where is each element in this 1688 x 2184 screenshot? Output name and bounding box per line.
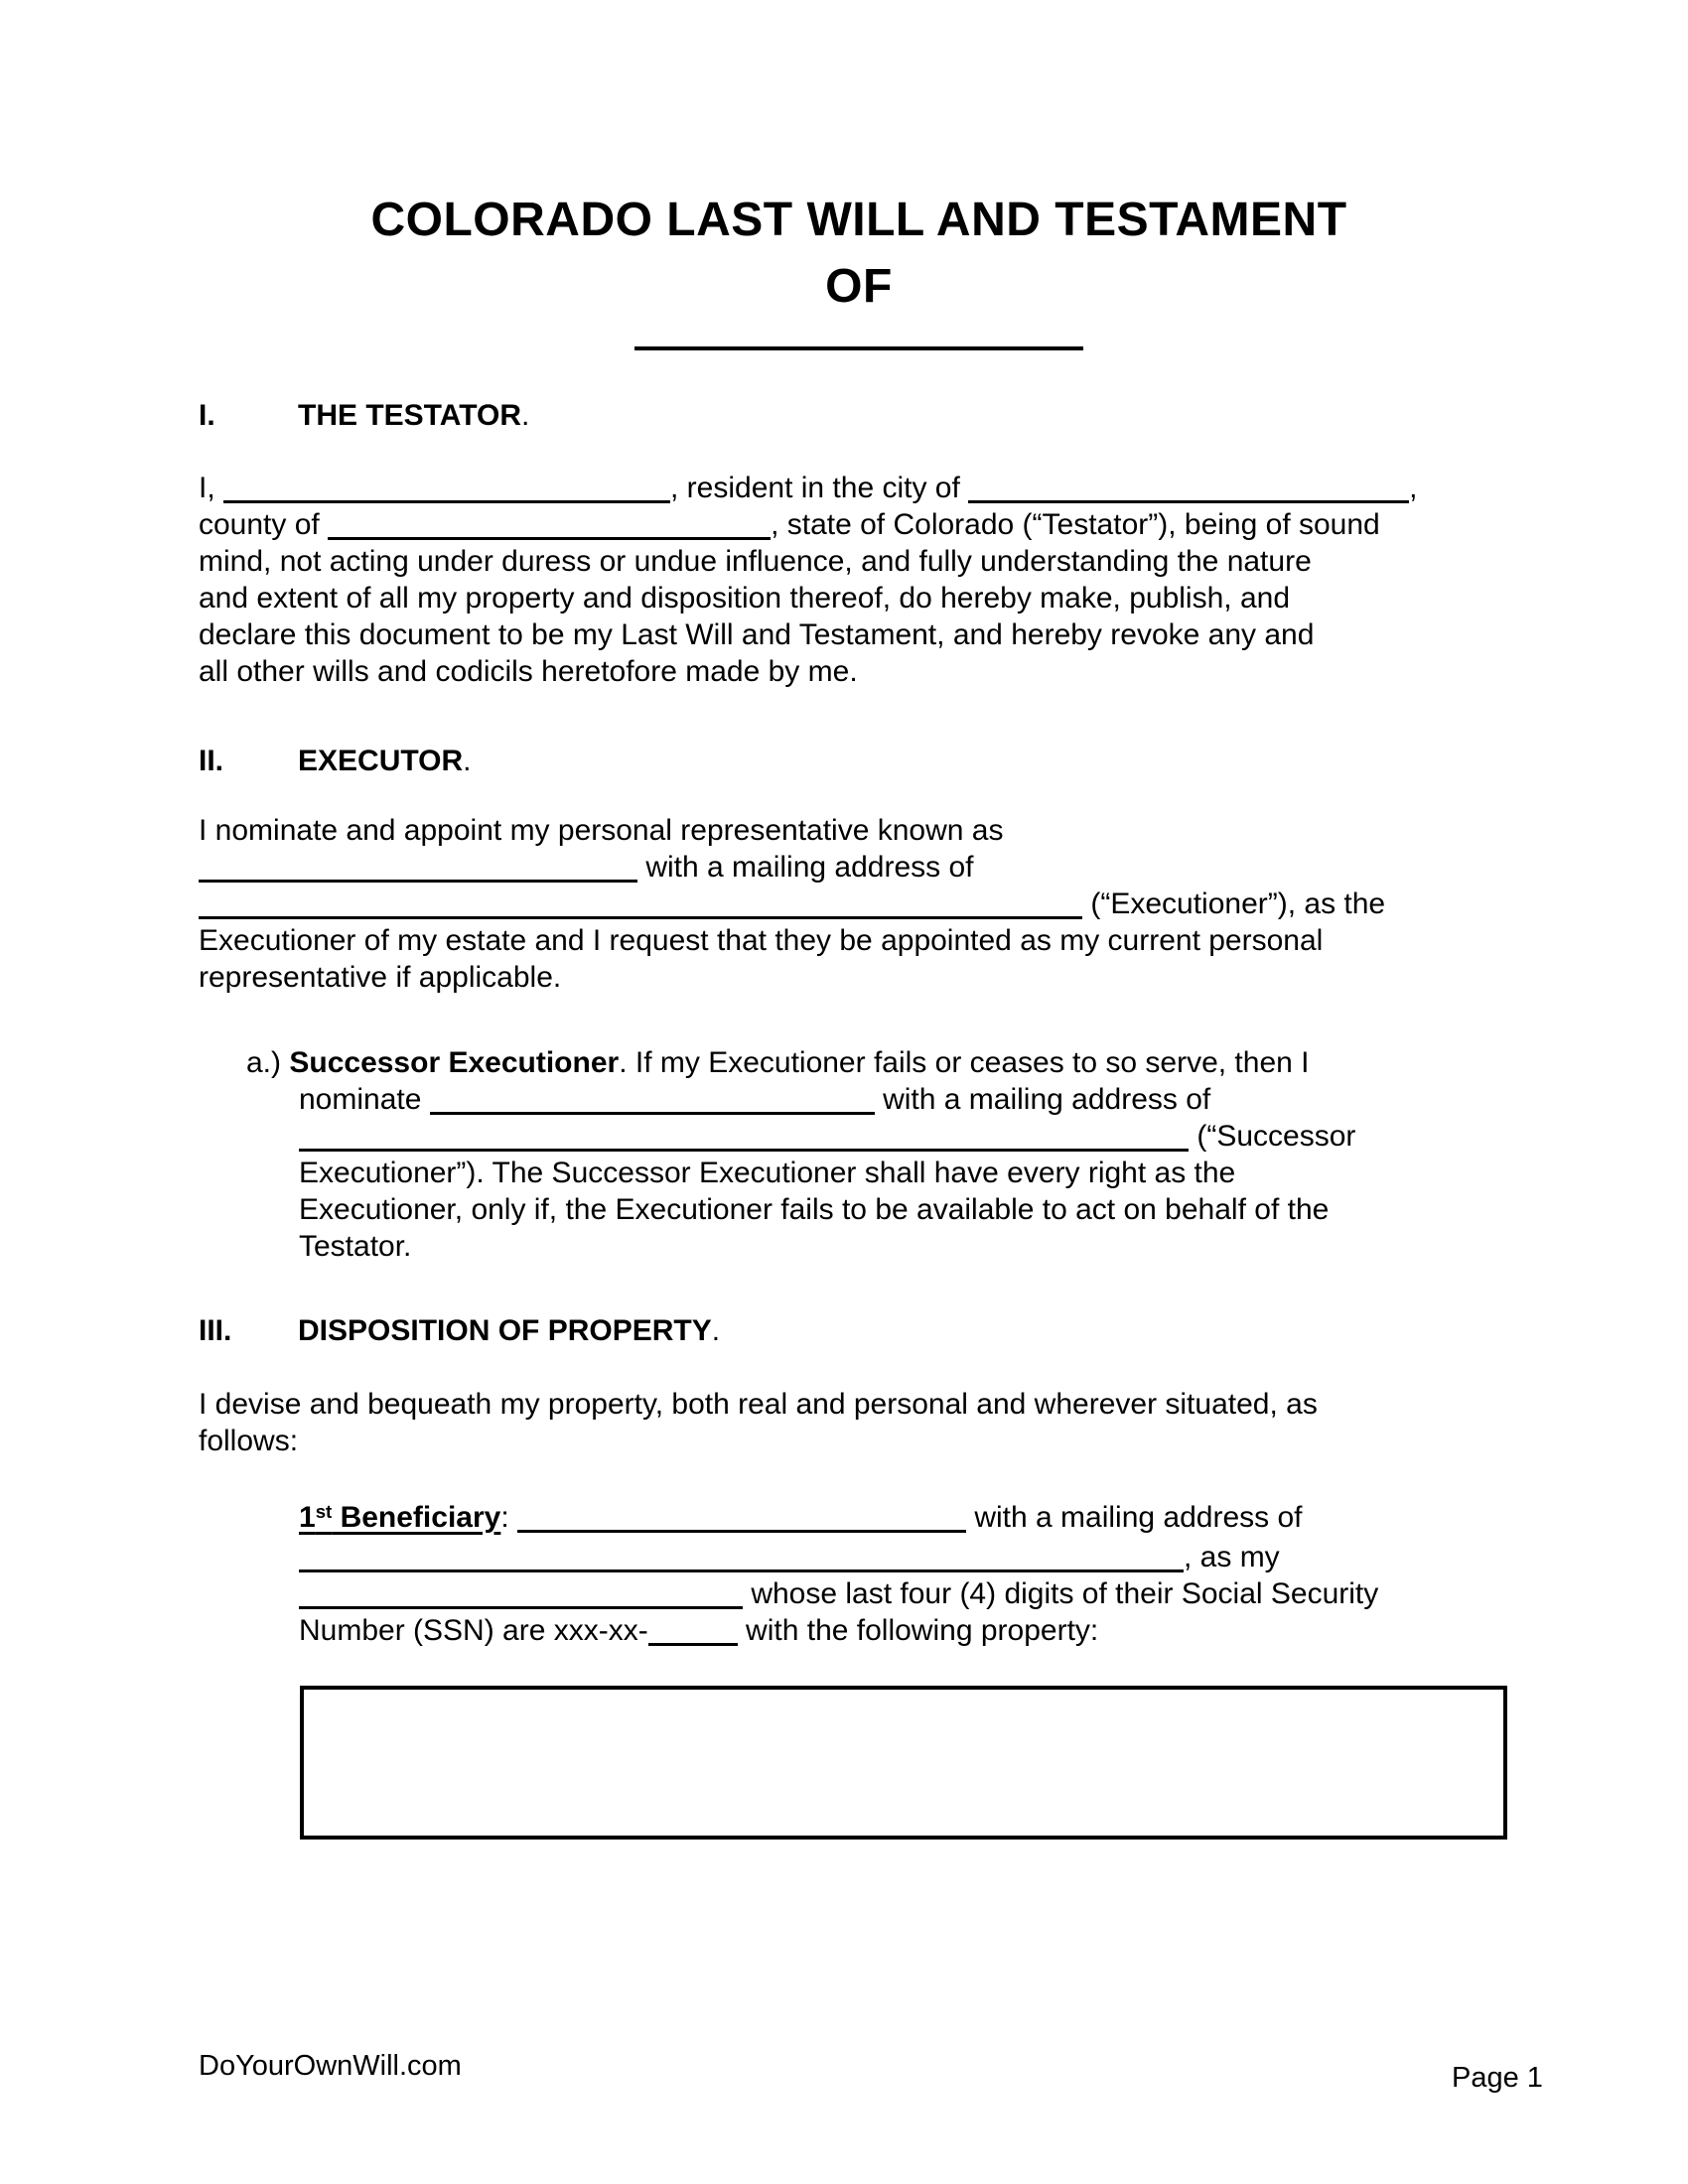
blank-field (199, 887, 1082, 919)
blank-field (299, 1540, 1184, 1572)
section-label-period: . (521, 399, 530, 432)
paragraph-successor-executioner: a.) Successor Executioner. If my Executioner fails or ceases to so serve, then I nominate with a mailing address of (“Successor Executioner”). The Successor Executioner shall have every right as the Executioner, only if, the Executioner fails to be available to act on behalf of the Testator. (246, 1046, 1356, 1263)
blank-field (517, 1500, 966, 1533)
section-label-period: . (463, 745, 472, 777)
section-label: EXECUTOR (298, 745, 464, 777)
footer-site-name: DoYourOwnWill.com (199, 2050, 462, 2082)
section-number: II. (199, 745, 224, 777)
paragraph-disposition-intro: I devise and bequeath my property, both real and personal and wherever situated, as follows: (199, 1388, 1318, 1457)
section-number: III. (199, 1314, 232, 1347)
document-title-line2: OF (825, 260, 893, 313)
paragraph-testator: I, , resident in the city of , county of , state of Colorado (“Testator”), being of sound mind, not acting under duress or undue influence, and fully understanding the nature and extent of all my property and disposition thereof, do hereby make, publish, and declare this document to be my Last Will and Testament, and hereby revoke any and all other wills and codicils heretofore made by me. (199, 472, 1418, 688)
section-heading-executor (199, 743, 1519, 779)
section-label: DISPOSITION OF PROPERTY (298, 1314, 712, 1347)
section-label: THE TESTATOR (298, 399, 521, 432)
blank-field (199, 850, 637, 883)
paragraph-first-beneficiary: 1st Beneficiary: with a mailing address of , as my whose last four (4) digits of their Social Security Number (SSN) are xxx-xx- with the following property: (299, 1500, 1379, 1647)
section-label-period: . (711, 1314, 721, 1347)
blank-field (648, 1613, 738, 1646)
document-title (199, 187, 1519, 320)
document-title-line1: COLORADO LAST WILL AND TESTAMENT (370, 194, 1347, 246)
section-number: I. (199, 399, 215, 432)
blank-field (430, 1082, 875, 1115)
blank-field (223, 471, 670, 503)
blank-field (299, 1119, 1189, 1152)
paragraph-executor-intro: I nominate and appoint my personal representative known as with a mailing address of (“Executioner”), as the Executioner of my estate and I request that they be appointed as my current personal representative if applicable. (199, 814, 1386, 994)
blank-field (299, 1576, 743, 1609)
section-heading-disposition (199, 1312, 1519, 1349)
property-description-box (300, 1686, 1507, 1840)
footer-page-number: Page 1 (1452, 2062, 1543, 2094)
testator-name-blank-field (634, 337, 1083, 350)
blank-field (328, 507, 771, 540)
blank-field (968, 471, 1409, 503)
section-heading-testator (199, 397, 1519, 434)
testator-name-blank-row (199, 336, 1519, 347)
